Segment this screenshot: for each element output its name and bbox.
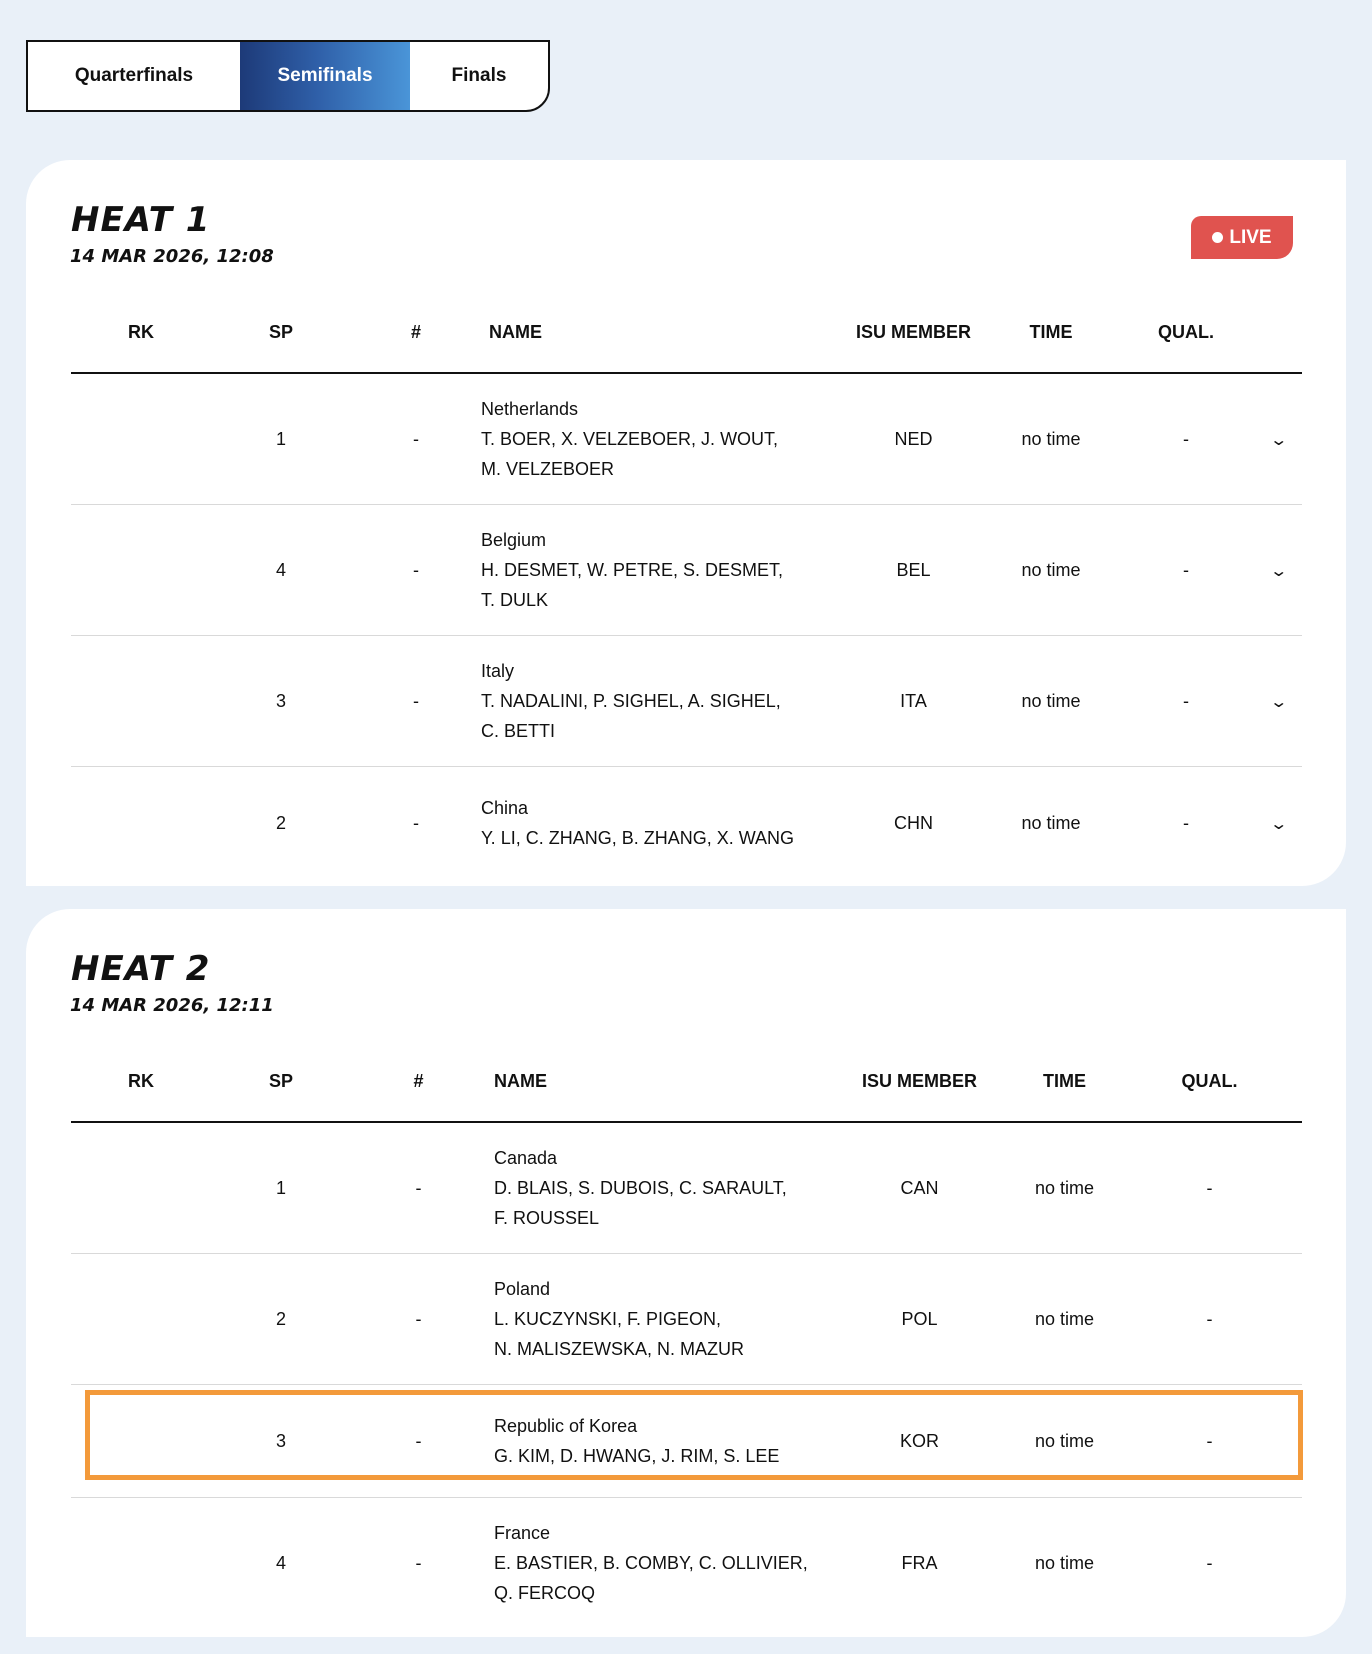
heat-1-card xyxy=(26,160,1346,886)
cell-sp: 4 xyxy=(275,1552,286,1573)
col-spacer xyxy=(1282,1041,1302,1122)
table-header-row xyxy=(71,1041,1302,1122)
cell-number: - xyxy=(351,1122,486,1254)
skaters-line-1: T. NADALINI, P. SIGHEL, A. SIGHEL, xyxy=(481,691,781,711)
chevron-down-icon[interactable]: ⌄ xyxy=(1269,693,1289,711)
cell-time: no time xyxy=(992,1254,1137,1385)
table-header-row xyxy=(71,292,1302,373)
table-row[interactable] xyxy=(71,1498,1302,1629)
cell-number: - xyxy=(415,1552,422,1573)
col-time: TIME xyxy=(986,292,1116,373)
skaters-line-1: Y. LI, C. ZHANG, B. ZHANG, X. WANG xyxy=(481,828,795,848)
cell-isu-member: KOR xyxy=(847,1385,992,1498)
tab-finals[interactable]: Finals xyxy=(451,65,507,86)
heat-2-results-table xyxy=(71,1041,1302,1628)
cell-rk xyxy=(71,1254,211,1385)
chevron-down-icon[interactable]: ⌄ xyxy=(1269,815,1289,833)
col-sp: SP xyxy=(211,1041,351,1122)
cell-qual: - xyxy=(1116,373,1256,505)
cell-rk xyxy=(71,373,211,505)
cell-rk xyxy=(71,767,211,880)
col-name: NAME xyxy=(486,1041,847,1122)
skaters-line-1: L. KUCZYNSKI, F. PIGEON, xyxy=(494,1309,722,1329)
cell-qual: - xyxy=(1137,1122,1282,1254)
skaters-line-2: N. MALISZEWSKA, N. MAZUR xyxy=(494,1339,745,1359)
country-name: China xyxy=(481,798,529,818)
cell-isu-member: CHN xyxy=(894,812,933,833)
cell-number: - xyxy=(351,1254,486,1385)
cell-sp: 1 xyxy=(211,373,351,505)
heat-2-card xyxy=(26,909,1346,1637)
country-name: Italy xyxy=(481,661,515,681)
skaters-line-2: T. DULK xyxy=(481,590,549,610)
cell-isu-member: NED xyxy=(841,373,986,505)
cell-isu-member: BEL xyxy=(841,505,986,636)
skaters-line-2: M. VELZEBOER xyxy=(481,459,615,479)
cell-rk xyxy=(71,1122,211,1254)
cell-sp: 2 xyxy=(211,1254,351,1385)
table-row[interactable] xyxy=(71,505,1302,636)
cell-name xyxy=(486,1122,847,1254)
cell-number: - xyxy=(351,636,481,767)
cell-rk xyxy=(71,636,211,767)
cell-isu-member: POL xyxy=(847,1254,992,1385)
cell-qual: - xyxy=(1116,505,1256,636)
cell-isu-member: FRA xyxy=(901,1552,938,1573)
table-row[interactable] xyxy=(71,1122,1302,1254)
cell-number: - xyxy=(351,373,481,505)
cell-number: - xyxy=(413,812,419,833)
col-rk: RK xyxy=(71,292,211,373)
table-row[interactable] xyxy=(71,636,1302,767)
cell-sp: 4 xyxy=(211,505,351,636)
col-isu-member: ISU MEMBER xyxy=(847,1041,992,1122)
cell-number: - xyxy=(351,1385,486,1498)
col-qual: QUAL. xyxy=(1116,292,1256,373)
cell-sp: 3 xyxy=(211,1385,351,1498)
cell-sp: 3 xyxy=(211,636,351,767)
cell-name xyxy=(481,636,841,767)
cell-time: no time xyxy=(992,1122,1137,1254)
live-dot-icon xyxy=(1212,232,1223,243)
skaters-line-2: F. ROUSSEL xyxy=(494,1208,600,1228)
cell-rk xyxy=(71,1385,211,1498)
cell-name xyxy=(481,505,841,636)
cell-rk xyxy=(71,505,211,636)
country-name: Poland xyxy=(494,1279,551,1299)
heat-title: HEAT 2 xyxy=(71,949,211,989)
cell-sp: 1 xyxy=(211,1122,351,1254)
country-name: Belgium xyxy=(481,530,547,550)
cell-name xyxy=(486,1385,847,1498)
cell-name xyxy=(486,1498,847,1629)
tab-semifinals[interactable]: Semifinals xyxy=(240,42,410,110)
cell-isu-member: ITA xyxy=(841,636,986,767)
heat-title: HEAT 1 xyxy=(71,200,211,240)
skaters-line-1: E. BASTIER, B. COMBY, C. OLLIVIER, xyxy=(494,1553,808,1573)
country-name: Canada xyxy=(494,1148,558,1168)
heat-date: 14 MAR 2026, 12:11 xyxy=(70,995,274,1016)
cell-qual: - xyxy=(1183,812,1189,833)
live-label: LIVE xyxy=(1229,226,1272,248)
cell-name xyxy=(486,1254,847,1385)
table-row-highlighted[interactable] xyxy=(71,1385,1302,1498)
table-row[interactable] xyxy=(71,1254,1302,1385)
cell-time: no time xyxy=(986,636,1116,767)
col-isu-member: ISU MEMBER xyxy=(841,292,986,373)
heat-1-results-table xyxy=(71,292,1302,879)
col-time: TIME xyxy=(992,1041,1137,1122)
cell-number: - xyxy=(351,505,481,636)
cell-time: no time xyxy=(1034,1552,1095,1573)
cell-time: no time xyxy=(1021,812,1081,833)
cell-time: no time xyxy=(986,373,1116,505)
cell-name xyxy=(481,767,841,880)
skaters-line-1: G. KIM, D. HWANG, J. RIM, S. LEE xyxy=(494,1446,780,1466)
cell-qual: - xyxy=(1116,636,1256,767)
table-row[interactable] xyxy=(71,767,1302,880)
heat-date: 14 MAR 2026, 12:08 xyxy=(70,246,274,267)
chevron-down-icon[interactable]: ⌄ xyxy=(1269,562,1289,580)
table-row[interactable] xyxy=(71,373,1302,505)
cell-sp: 2 xyxy=(275,812,286,833)
cell-qual: - xyxy=(1206,1552,1213,1573)
col-qual: QUAL. xyxy=(1137,1041,1282,1122)
cell-time: no time xyxy=(986,505,1116,636)
chevron-down-icon[interactable]: ⌄ xyxy=(1269,431,1289,449)
skaters-line-1: T. BOER, X. VELZEBOER, J. WOUT, xyxy=(481,429,779,449)
tab-quarterfinals[interactable]: Quarterfinals xyxy=(74,65,194,86)
col-expand xyxy=(1256,292,1302,373)
skaters-line-1: D. BLAIS, S. DUBOIS, C. SARAULT, xyxy=(494,1178,787,1198)
cell-isu-member: CAN xyxy=(847,1122,992,1254)
col-sp: SP xyxy=(211,292,351,373)
skaters-line-2: C. BETTI xyxy=(481,721,556,741)
col-number: # xyxy=(351,1041,486,1122)
live-badge xyxy=(1191,216,1293,259)
cell-time: no time xyxy=(992,1385,1137,1498)
col-rk: RK xyxy=(71,1041,211,1122)
cell-rk xyxy=(71,1498,211,1629)
cell-qual: - xyxy=(1137,1385,1282,1498)
cell-qual: - xyxy=(1137,1254,1282,1385)
country-name: Netherlands xyxy=(481,399,579,419)
col-name: NAME xyxy=(481,292,841,373)
skaters-line-1: H. DESMET, W. PETRE, S. DESMET, xyxy=(481,560,784,580)
country-name: Republic of Korea xyxy=(494,1416,638,1436)
round-tabs xyxy=(26,40,550,112)
skaters-line-2: Q. FERCOQ xyxy=(494,1583,596,1603)
country-name: France xyxy=(494,1523,551,1543)
cell-name xyxy=(481,373,841,505)
col-number: # xyxy=(351,292,481,373)
